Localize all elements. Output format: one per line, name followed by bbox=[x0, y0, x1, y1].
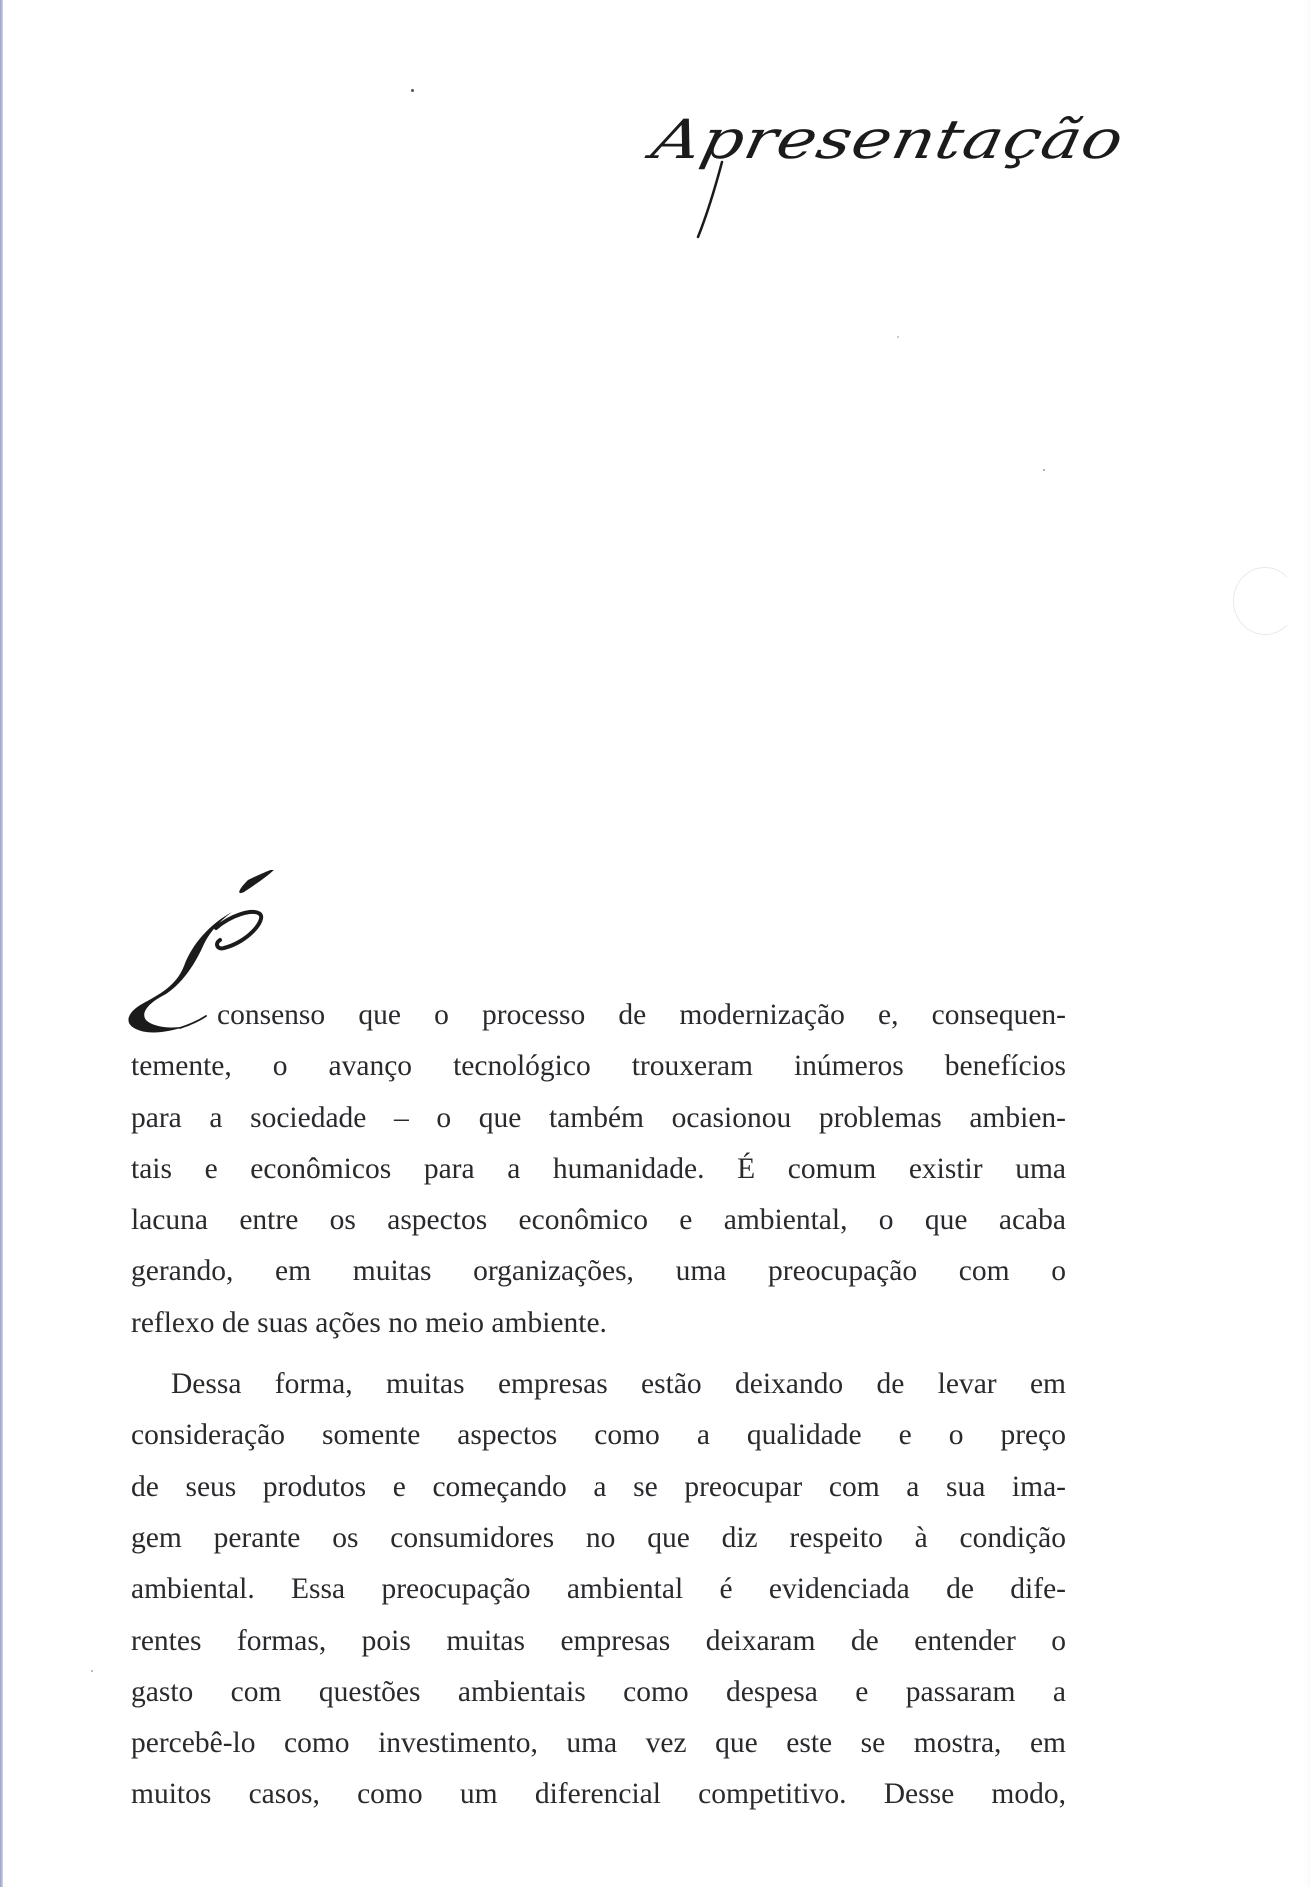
scan-speck bbox=[91, 1670, 93, 1672]
punch-hole-mark bbox=[1233, 567, 1297, 635]
scan-speck bbox=[897, 336, 899, 338]
page-title: Apresentação bbox=[646, 108, 1130, 172]
title-descender-stroke-icon bbox=[650, 92, 1100, 242]
text-line: gasto com questões ambientais como despesa e passaram a bbox=[131, 1675, 1066, 1708]
text-line: percebê-lo como investimento, uma vez que este se mostra, em bbox=[131, 1727, 1066, 1760]
title-flourish bbox=[650, 92, 1100, 242]
text-line: tais e econômicos para a humanidade. É comum existir uma bbox=[131, 1152, 1066, 1185]
page-right-edge bbox=[1304, 0, 1310, 1887]
text-line: consideração somente aspectos como a qualidade e o preço bbox=[131, 1419, 1066, 1452]
scan-speck bbox=[1043, 469, 1045, 471]
text-line: ambiental. Essa preocupação ambiental é evidenciada de dife- bbox=[131, 1573, 1066, 1606]
text-line: para a sociedade – o que também ocasionou problemas ambien- bbox=[131, 1101, 1066, 1134]
text-line: rentes formas, pois muitas empresas deixaram de entender o bbox=[131, 1624, 1066, 1657]
text-line: gem perante os consumidores no que diz respeito à condição bbox=[131, 1521, 1066, 1554]
paragraph-1 bbox=[131, 990, 1066, 1349]
text-line: de seus produtos e começando a se preocupar com a sua ima- bbox=[131, 1470, 1066, 1503]
text-line: Dessa forma, muitas empresas estão deixando de levar em bbox=[171, 1368, 1066, 1401]
text-line: lacuna entre os aspectos econômico e ambiental, o que acaba bbox=[131, 1204, 1066, 1237]
text-line: muitos casos, como um diferencial competitivo. Desse modo, bbox=[131, 1778, 1066, 1811]
text-line: temente, o avanço tecnológico trouxeram inúmeros benefícios bbox=[131, 1050, 1066, 1083]
text-line: gerando, em muitas organizações, uma preocupação com o bbox=[131, 1255, 1066, 1288]
page-left-edge bbox=[0, 0, 3, 1887]
scan-speck bbox=[411, 89, 414, 92]
paragraph-gap bbox=[131, 1349, 1066, 1359]
body-text bbox=[131, 990, 1066, 1821]
text-line: reflexo de suas ações no meio ambiente. bbox=[131, 1306, 607, 1339]
paragraph-2 bbox=[131, 1359, 1066, 1821]
text-line: consenso que o processo de modernização e, consequen- bbox=[217, 999, 1066, 1031]
